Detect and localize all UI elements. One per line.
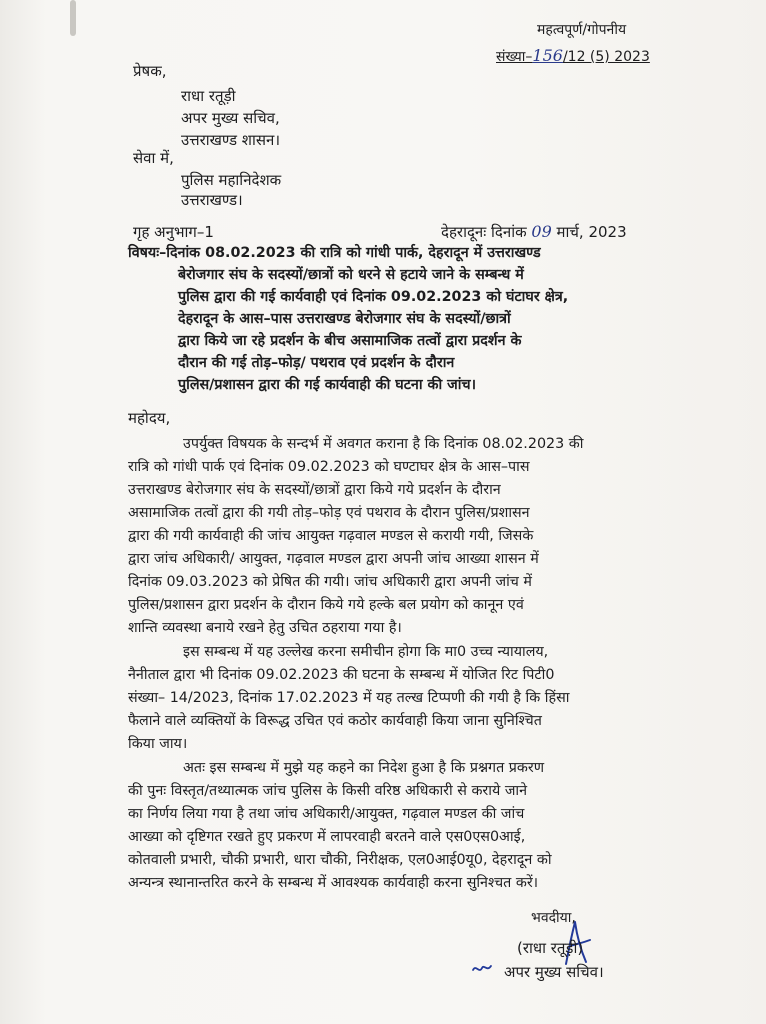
handwritten-number: 156: [532, 46, 563, 65]
paragraph-line: संख्या– 14/2023, दिनांक 17.02.2023 में यह तल्ख टिप्पणी की गयी है कि हिंसा: [128, 690, 570, 706]
paragraph-line: का निर्णय लिया गया है तथा जांच अधिकारी/आयुक्त, गढ़वाल मण्डल की जांच: [128, 806, 525, 822]
subject-line: देहरादून के आस–पास उत्तराखण्ड बेरोजगार संघ के सदस्यों/छात्रों: [178, 311, 511, 327]
subject-line: दौरान की गई तोड़–फोड़/ पथराव एवं प्रदर्शन के दौरान: [178, 355, 455, 371]
paragraph-line: दिनांक 09.03.2023 को प्रेषित की गयी। जांच अधिकारी द्वारा अपनी जांच में: [128, 574, 532, 590]
recipient-name: पुलिस महानिदेशक: [181, 171, 282, 189]
subject-line: पुलिस/प्रशासन द्वारा की गई कार्यवाही की घटना की जांच।: [178, 377, 476, 393]
initial-mark: [471, 960, 493, 976]
paragraph-line: आख्या को दृष्टिगत रखते हुए प्रकरण में लापरवाही बरतने वाले एस0एस0आई,: [128, 829, 526, 845]
paragraph-line: इस सम्बन्ध में यह उल्लेख करना समीचीन होगा कि मा0 उच्च न्यायालय,: [183, 644, 549, 660]
letter-date: [441, 222, 627, 242]
paragraph-line: शान्ति व्यवस्था बनाये रखने हेतु उचित ठहराया गया है।: [128, 620, 402, 636]
signatory-name: (राधा रतूड़ी): [517, 939, 584, 957]
date-prefix: देहरादूनः दिनांक: [441, 223, 527, 241]
paragraph-line: अतः इस सम्बन्ध में मुझे यह कहने का निदेश हुआ है कि प्रश्नगत प्रकरण: [183, 760, 545, 776]
paragraph-line: असामाजिक तत्वों द्वारा की गयी तोड़–फोड़ एवं पथराव के दौरान पुलिस/प्रशासन: [128, 505, 530, 521]
handwritten-day: 09: [531, 222, 552, 241]
paragraph-line: किया जाय।: [128, 736, 188, 752]
recipient-label: सेवा में,: [133, 149, 174, 167]
paragraph-line: रात्रि को गांधी पार्क एवं दिनांक 09.02.2023 को घण्टाघर क्षेत्र के आस–पास: [128, 459, 530, 475]
sender-designation: अपर मुख्य सचिव,: [181, 109, 280, 127]
department: गृह अनुभाग–1: [133, 223, 214, 241]
sender-label: प्रेषक,: [133, 62, 167, 80]
paragraph-line: द्वारा जांच अधिकारी/ आयुक्त, गढ़वाल मण्डल द्वारा अपनी जांच आख्या शासन में: [128, 551, 539, 567]
valediction: भवदीया,: [531, 910, 576, 926]
punch-hole: [70, 0, 76, 36]
subject-line: विषयः–दिनांक 08.02.2023 की रात्रि को गांधी पार्क, देहरादून में उत्तराखण्ड: [128, 245, 541, 261]
date-suffix: मार्च, 2023: [556, 223, 627, 241]
subject-line: बेरोजगार संघ के सदस्यों/छात्रों को धरने से हटाये जाने के सम्बन्ध में: [178, 267, 524, 283]
number-label: संख्या–: [496, 49, 533, 65]
paragraph-line: कोतवाली प्रभारी, चौकी प्रभारी, धारा चौकी, निरीक्षक, एल0आई0यू0, देहरादून को: [128, 852, 552, 868]
number-suffix: /12 (5) 2023: [562, 49, 650, 65]
signatory-designation: अपर मुख्य सचिव।: [504, 963, 604, 981]
paragraph-line: अन्यन्त्र स्थानान्तरित करने के सम्बन्ध में आवश्यक कार्यवाही करना सुनिश्चत करें।: [128, 875, 539, 891]
letter-number: [496, 46, 650, 66]
paragraph-line: की पुनः विस्तृत/तथ्यात्मक जांच पुलिस के किसी वरिष्ठ अधिकारी से कराये जाने: [128, 783, 528, 799]
paragraph-line: उपर्युक्त विषयक के सन्दर्भ में अवगत कराना है कि दिनांक 08.02.2023 की: [183, 436, 584, 452]
subject-line: द्वारा किये जा रहे प्रदर्शन के बीच असामाजिक तत्वों द्वारा प्रदर्शन के: [178, 333, 522, 349]
classification-label: महत्वपूर्ण/गोपनीय: [537, 22, 627, 38]
sender-name: राधा रतूड़ी: [181, 87, 236, 105]
paragraph-line: पुलिस/प्रशासन द्वारा प्रदर्शन के दौरान किये गये हल्के बल प्रयोग को कानून एवं: [128, 597, 524, 613]
paragraph-line: द्वारा की गयी कार्यवाही की जांच आयुक्त गढ़वाल मण्डल से करायी गयी, जिसके: [128, 528, 534, 544]
paragraph-line: उत्तराखण्ड बेरोजगार संघ के सदस्यों/छात्रों द्वारा किये गये प्रदर्शन के दौरान: [128, 482, 501, 498]
subject-line: पुलिस द्वारा की गई कार्यवाही एवं दिनांक 09.02.2023 को घंटाघर क्षेत्र,: [178, 289, 569, 305]
recipient-place: उत्तराखण्ड।: [181, 191, 243, 209]
sender-office: उत्तराखण्ड शासन।: [181, 131, 281, 149]
salutation: महोदय,: [128, 409, 171, 427]
paragraph-line: फैलाने वाले व्यक्तियों के विरूद्ध उचित एवं कठोर कार्यवाही किया जाना सुनिश्चित: [128, 713, 542, 729]
paragraph-line: नैनीताल द्वारा भी दिनांक 09.02.2023 की घटना के सम्बन्ध में योजित रिट पिटी0: [128, 667, 555, 683]
